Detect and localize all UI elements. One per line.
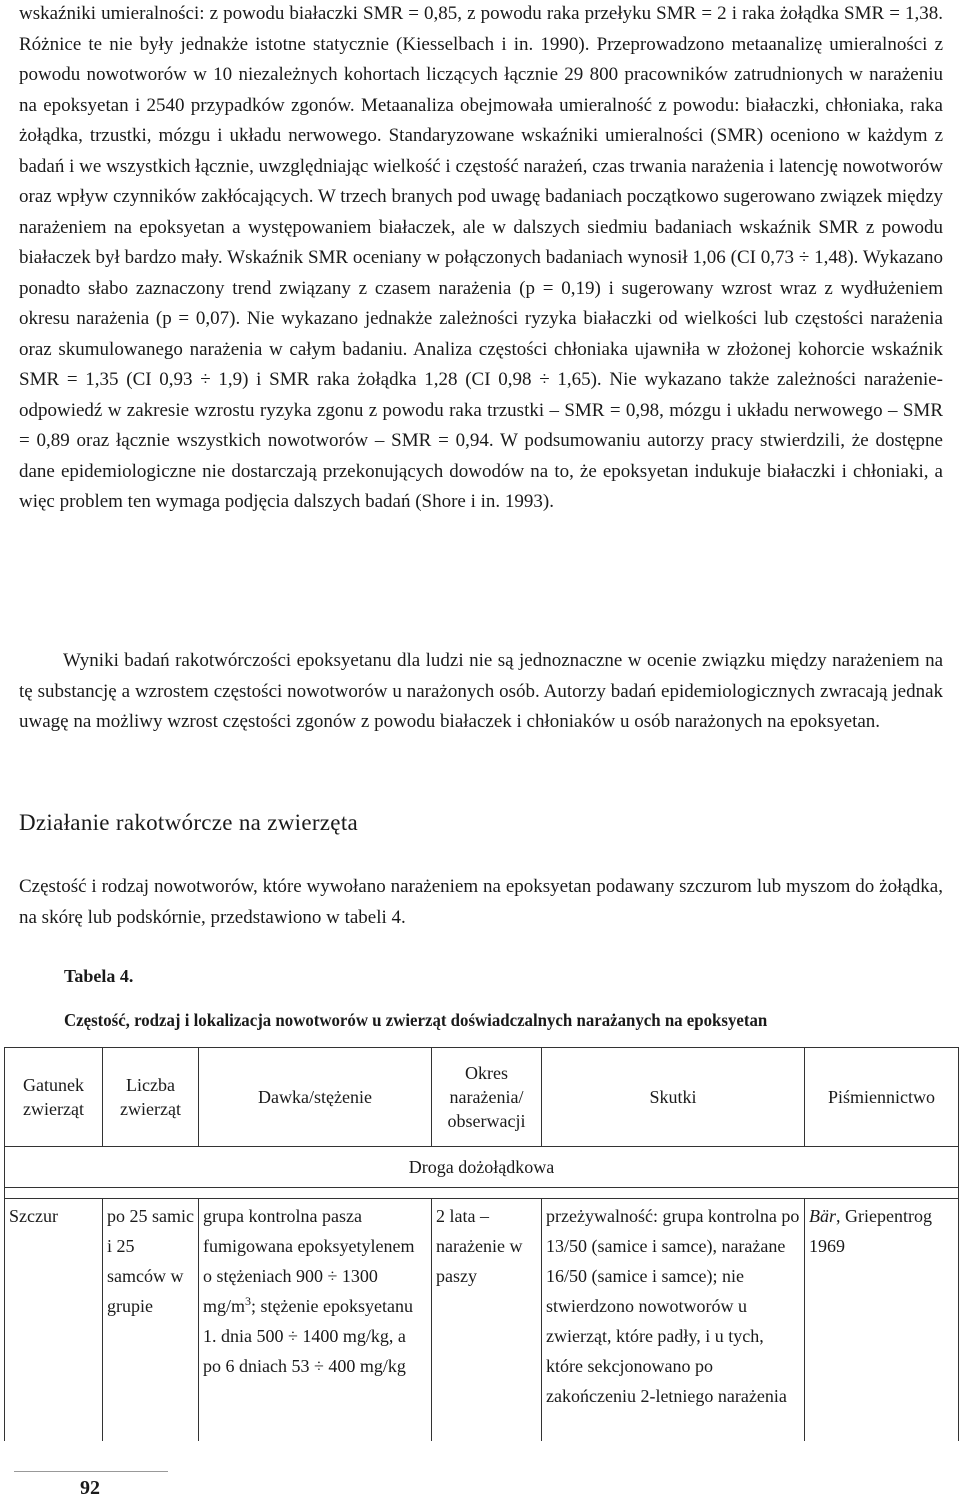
spacer-row xyxy=(5,1188,959,1199)
header-count: Liczba zwierząt xyxy=(103,1048,199,1147)
header-references: Piśmiennictwo xyxy=(805,1048,959,1147)
footer-divider xyxy=(14,1471,168,1472)
spacer-cell xyxy=(5,1188,959,1199)
dose-text: grupa kontrolna pasza fumigowana epoksyetylenem o stężeniach 900 ÷ 1300 mg/m xyxy=(203,1206,415,1316)
header-species: Gatunek zwierząt xyxy=(5,1048,103,1147)
cell-effects: przeżywalność: grupa kontrolna po 13/50 (samice i samce), narażane 16/50 (samice i samce); nie stwierdzono nowotworów u zwierząt, które padły, i u tych, które sekcjonowano po zakończeniu 2-letniego narażenia xyxy=(542,1199,805,1442)
animal-carcinogenicity-table xyxy=(4,1047,959,1441)
dose-superscript: 3 xyxy=(245,1294,252,1308)
dose-text-continued: ; stężenie epoksyetanu 1. dnia 500 ÷ 1400 mg/kg, a po 6 dniach 53 ÷ 400 mg/kg xyxy=(203,1296,413,1376)
section-heading: Działanie rakotwórcze na zwierzęta xyxy=(19,810,359,835)
body-paragraph-metaanalysis: wskaźniki umieralności: z powodu białaczki SMR = 0,85, z powodu raka przełyku SMR = 2 i raka żołądka SMR = 1,38. Różnice te nie były jednakże istotne statycznie (Kiesselbach i in. 1990). Przeprowadzono metaanalizę umieralności z powodu nowotworów w 10 niezależnych kohortach liczących łącznie 29 800 pracowników zatrudnionych w narażeniu na epoksyetan i 2540 przypadków zgonów. Metaanaliza obejmowała umieralność z powodu: białaczki, chłoniaka, raka żołądka, trzustki, mózgu i układu nerwowego. Standaryzowane wskaźniki umieralności (SMR) oceniono w każdym z badań i we wszystkich łącznie, uwzględniając wielkość i częstość narażeń, czas trwania narażenia i latencję nowotworów oraz wpływ czynników zakłócających. W trzech branych pod uwagę badaniach początkowo sugerowano związek między narażeniem na epoksyetan a występowaniem białaczek, ale w dalszych siedmiu badaniach wskaźnik SMR z powodu białaczek był bardzo mały. Wskaźnik SMR oceniany w połączonych badaniach wynosił 1,06 (CI 0,73 ÷ 1,48). Wykazano ponadto słabo zaznaczony trend związany z czasem narażenia (p = 0,19) i sugerowany wzrost wraz z wydłużeniem okresu narażenia (p = 0,07). Nie wykazano jednakże zależności ryzyka białaczki od wielkości lub częstości narażenia oraz skumulowanego narażenia w całym badaniu. Analiza częstości chłoniaka ujawniła w złożonej kohorcie wskaźnik SMR = 1,35 (CI 0,93 ÷ 1,9) i SMR raka żołądka 1,28 (CI 0,98 ÷ 1,65). Nie wykazano także zależności narażenie-odpowiedź w zakresie wzrostu ryzyka zgonu z powodu raka trzustki – SMR = 0,98, mózgu i układu nerwowego – SMR = 0,89 oraz łącznie wszystkich nowotworów – SMR = 0,94. W podsumowaniu autorzy pracy stwierdzili, że dostępne dane epidemiologiczne nie dostarczają przekonujących dowodów na to, że epoksyetan indukuje białaczki i chłoniaki, a więc problem ten wymaga podjęcia dalszych badań (Shore i in. 1993). xyxy=(19,3,943,512)
cell-dose xyxy=(199,1199,432,1442)
cell-count: po 25 samic i 25 samców w grupie xyxy=(103,1199,199,1442)
cell-reference xyxy=(805,1199,959,1442)
route-row xyxy=(5,1147,959,1188)
body-paragraph-conclusion: Wyniki badań rakotwórczości epoksyetanu dla ludzi nie są jednoznaczne w ocenie związku między narażeniem na tę substancję a wzrostem częstości nowotworów u narażonych osób. Autorzy badań epidemiologicznych zwracają jednak uwagę na możliwy wzrost częstości zgonów z powodu białaczek i chłoniaków u osób narażonych na epoksyetan. xyxy=(19,650,943,732)
reference-rest: , Griepentrog 1969 xyxy=(809,1206,932,1256)
reference-author: Bär xyxy=(809,1206,836,1226)
table-header-row xyxy=(5,1048,959,1147)
table-label: Tabela 4. xyxy=(64,966,134,986)
page-number: 92 xyxy=(80,1477,100,1499)
body-paragraph-table-intro: Częstość i rodzaj nowotworów, które wywołano narażeniem na epoksyetan podawany szczurom lub myszom do żołądka, na skórę lub podskórnie, przedstawiono w tabeli 4. xyxy=(19,876,943,928)
table-title: Częstość, rodzaj i lokalizacja nowotworów u zwierząt doświadczalnych narażanych na epoksyetan xyxy=(64,1010,768,1030)
route-cell: Droga dożołądkowa xyxy=(5,1147,959,1188)
header-effects: Skutki xyxy=(542,1048,805,1147)
header-dose: Dawka/stężenie xyxy=(199,1048,432,1147)
cell-period: 2 lata – narażenie w paszy xyxy=(432,1199,542,1442)
header-period: Okres narażenia/ obserwacji xyxy=(432,1048,542,1147)
table-row xyxy=(5,1199,959,1442)
cell-species: Szczur xyxy=(5,1199,103,1442)
